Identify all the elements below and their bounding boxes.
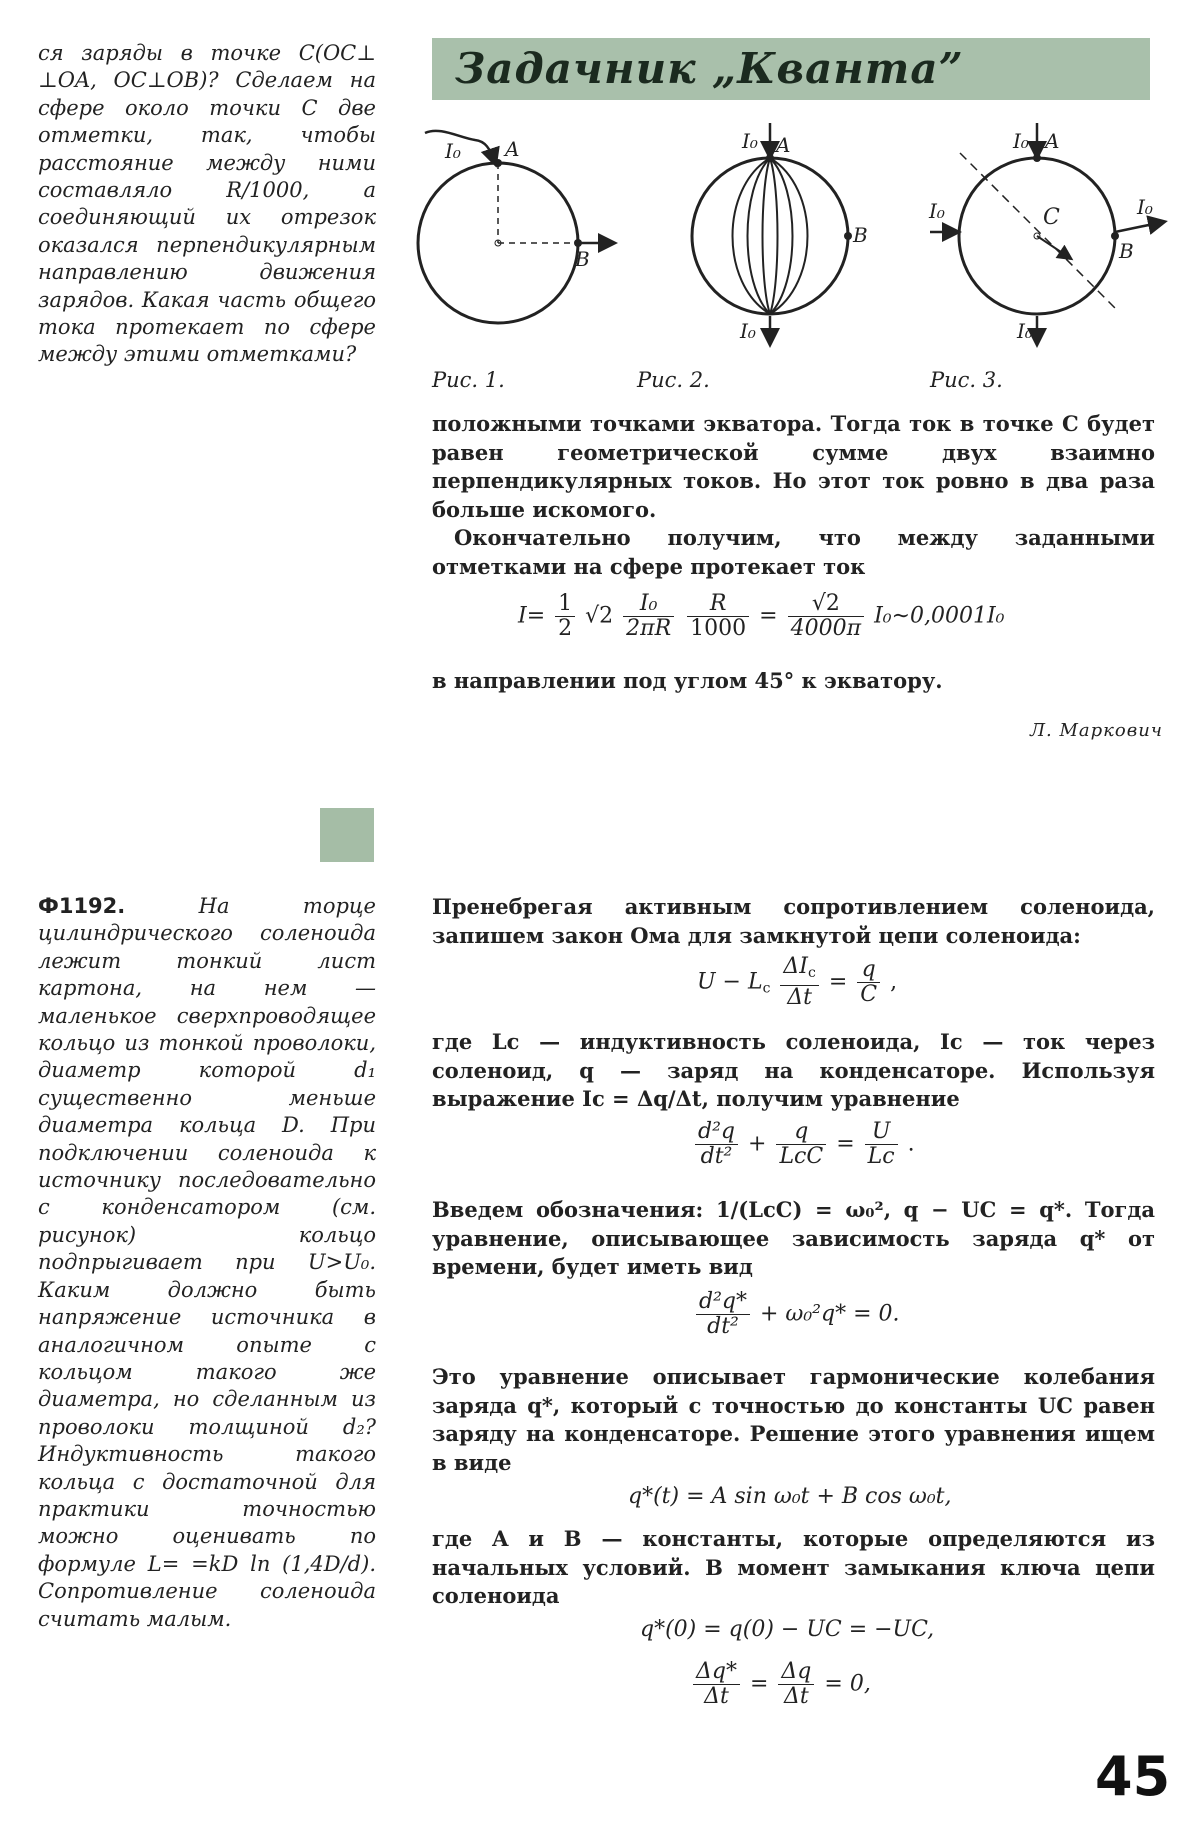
fig3-label-b: B	[1119, 239, 1134, 263]
fig2-label-i0-top: I₀	[742, 129, 758, 153]
eq2: $\frac{\text{d²q}}{\text{dt²}}$ + $\frac{q}{\text{LсC}}$ = $\frac{U}{Lс}$ .	[692, 1120, 915, 1169]
author: Л. Маркович	[1030, 720, 1164, 741]
fig2-label-i0-bottom: I₀	[740, 319, 756, 343]
fig3-label-c: C	[1043, 205, 1060, 230]
solution-p2: где Lс — индуктивность соленоида, Iс — ток через соленоид, q — заряд на конденсаторе. Используя выражение Iс = Δq/Δt, получим уравнение	[432, 1029, 1155, 1112]
solution-p1: Пренебрегая активным сопротивлением соленоида, запишем закон Ома для замкнутой цепи соленоида:	[432, 894, 1155, 948]
fig1-label-a: A	[505, 137, 520, 161]
problem-text: На торце цилиндрического соленоида лежит тонкий лист картона, на нем — маленькое сверхпроводящее кольцо из тонкой проволоки, диаметр которой d₁ существенно меньше диаметра кольца D. При подключении соленоида к источнику последовательно с конденсатором (см. рисунок) кольцо подпрыгивает при U>U₀. Каким должно быть напряжение источника в аналогичном опыте с кольцом такого же диаметра, но сделанным из проволоки толщиной d₂? Индуктивность такого кольца с достаточной для практики точностью можно оценивать по формуле L= =kD ln (1,4D/d). Сопротивление соленоида считать малым.	[38, 894, 376, 1631]
problem-number: Ф1192.	[38, 894, 126, 918]
eq1: $U - L_c$ $\frac{\Delta I_c}{\Delta t}$ = $\frac{q}{C}$ ,	[697, 954, 898, 1010]
solution-prev-p3: в направлении под углом 45° к экватору.	[432, 668, 943, 693]
fig1-caption: Рис. 1.	[432, 368, 505, 392]
fig3-label-i0-right: I₀	[1137, 195, 1153, 219]
fig3-caption: Рис. 3.	[930, 368, 1003, 392]
figure-3	[925, 118, 1170, 358]
formula-current: I= $\frac{1}{2}$ √2 $\frac{\text{I₀}}{2\pi R}$ $\frac{R}{1000}$ = $\frac{√2}{4000\pi}$ I₀∼0,0001I₀	[518, 591, 1005, 641]
figure-1	[415, 118, 620, 368]
fig2-circle	[692, 158, 848, 314]
figure-2	[680, 118, 900, 358]
eq3: $\frac{\text{d²q*}}{\text{dt²}}$ + ω₀²q* = 0.	[693, 1290, 900, 1339]
solution-prev-p1: положными точками экватора. Тогда ток в точке C будет равен геометрической сумме двух взаимно перпендикулярных токов. Но этот ток ровно в два раза больше искомого.	[432, 411, 1155, 522]
fig2-caption: Рис. 2.	[637, 368, 710, 392]
fig3-label-i0-left: I₀	[929, 199, 945, 223]
solution-p4: Это уравнение описывает гармонические колебания заряда q*, который с точностью до константы UC равен заряду на конденсаторе. Решение этого уравнения ищем в виде	[432, 1364, 1155, 1475]
eq4: q*(t) = A sin ω₀t + B cos ω₀t,	[628, 1484, 952, 1509]
fig1-label-i0: I₀	[445, 139, 461, 163]
section-marker	[320, 808, 374, 862]
problem-prev-text: ся заряды в точке C(OC⊥ ⊥OA, OC⊥OB)? Сделаем на сфере около точки C две отметки, так, чтобы расстояние между ними составляло R/1000, а соединяющий их отрезок оказался перпендикулярным направлению движения зарядов. Какая часть общего тока протекает по сфере между этими отметками?	[38, 41, 376, 367]
banner-title: Задачник „Кванта”	[455, 44, 964, 93]
fig1-label-b: B	[575, 247, 590, 271]
solution-prev-p2: Окончательно получим, что между заданными отметками на сфере протекает ток	[432, 525, 1155, 579]
fig3-label-i0-bottom: I₀	[1017, 319, 1033, 343]
problem-f1192	[38, 893, 376, 1633]
eq5: q*(0) = q(0) − UC = −UC,	[640, 1617, 935, 1642]
fig3-label-i0-top: I₀	[1013, 129, 1029, 153]
solution-p5: где A и B — константы, которые определяются из начальных условий. В момент замыкания ключа цепи соленоида	[432, 1526, 1155, 1609]
page-number: 45	[1095, 1745, 1171, 1808]
eq6: $\frac{\Delta q*}{\Delta t}$ = $\frac{\Delta q}{\Delta t}$ = 0,	[690, 1660, 871, 1709]
solution-prev	[432, 410, 1155, 582]
solution-p3: Введем обозначения: 1/(LсC) = ω₀², q − UC = q*. Тогда уравнение, описывающее зависимость заряда q* от времени, будет иметь вид	[432, 1197, 1155, 1280]
fig3-label-a: A	[1045, 129, 1060, 153]
fig2-label-a: A	[776, 133, 791, 157]
fig2-label-b: B	[853, 223, 868, 247]
